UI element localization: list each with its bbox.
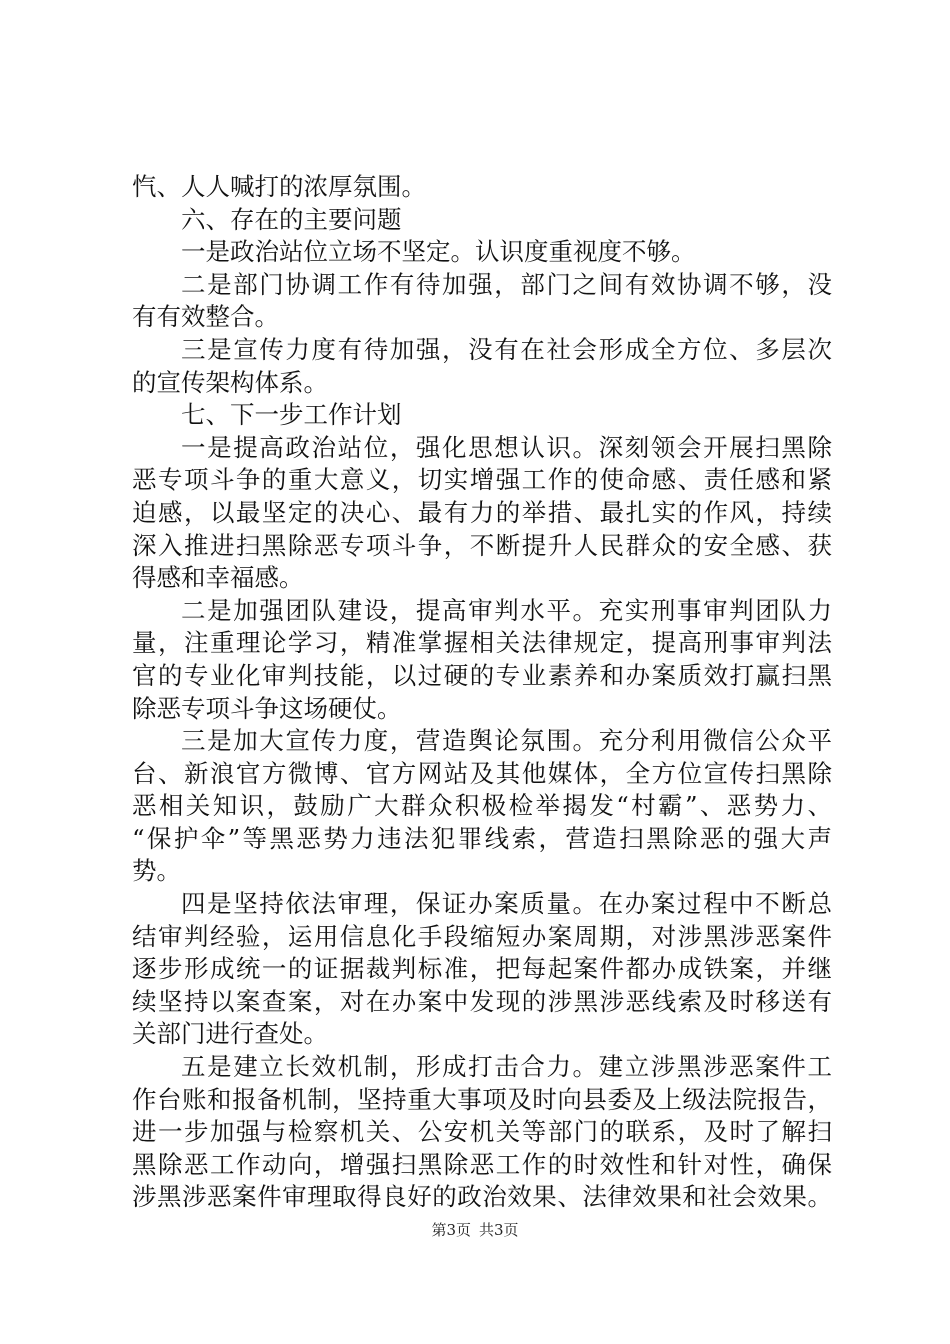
text-line: 涉黑涉恶案件审理取得良好的政治效果、法律效果和社会效果。 bbox=[132, 1182, 832, 1212]
page-number-total: 共3页 bbox=[479, 1221, 519, 1239]
text-line: 一是政治站位立场不坚定。认识度重视度不够。 bbox=[181, 237, 696, 267]
text-line: 二是部门协调工作有待加强，部门之间有效协调不够，没 bbox=[181, 269, 832, 299]
text-line: 关部门进行查处。 bbox=[132, 1019, 328, 1049]
text-line: 势。 bbox=[132, 856, 181, 886]
text-line: 台、新浪官方微博、官方网站及其他媒体，全方位宣传扫黑除 bbox=[132, 758, 832, 788]
text-line: 作台账和报备机制，坚持重大事项及时向县委及上级法院报告， bbox=[132, 1084, 832, 1114]
text-line: 三是加大宣传力度，营造舆论氛围。充分利用微信公众平 bbox=[181, 726, 832, 756]
text-line: 官的专业化审判技能，以过硬的专业素养和办案质效打赢扫黑 bbox=[132, 660, 832, 690]
text-line: 四是坚持依法审理，保证办案质量。在办案过程中不断总 bbox=[181, 889, 832, 919]
text-line: 得感和幸福感。 bbox=[132, 563, 304, 593]
text-line: 三是宣传力度有待加强，没有在社会形成全方位、多层次 bbox=[181, 334, 832, 364]
text-line: 进一步加强与检察机关、公安机关等部门的联系，及时了解扫 bbox=[132, 1117, 832, 1147]
text-line: 结审判经验，运用信息化手段缩短办案周期，对涉黑涉恶案件 bbox=[132, 921, 832, 951]
text-line: 除恶专项斗争这场硬仗。 bbox=[132, 693, 402, 723]
text-line: 六、存在的主要问题 bbox=[181, 204, 402, 234]
text-line: 深入推进扫黑除恶专项斗争，不断提升人民群众的安全感、获 bbox=[132, 530, 832, 560]
text-line: 一是提高政治站位，强化思想认识。深刻领会开展扫黑除 bbox=[181, 432, 832, 462]
text-line: “保护伞”等黑恶势力违法犯罪线索，营造扫黑除恶的强大声 bbox=[132, 823, 832, 853]
text-line: 七、下一步工作计划 bbox=[181, 400, 402, 430]
text-line: 恶相关知识，鼓励广大群众积极检举揭发“村霸”、恶势力、 bbox=[132, 791, 832, 821]
text-line: 的宣传架构体系。 bbox=[132, 367, 328, 397]
text-line: 有有效整合。 bbox=[132, 302, 279, 332]
text-line: 恶专项斗争的重大意义，切实增强工作的使命感、责任感和紧 bbox=[132, 465, 832, 495]
text-line: 五是建立长效机制，形成打击合力。建立涉黑涉恶案件工 bbox=[181, 1052, 832, 1082]
text-line: 黑除恶工作动向，增强扫黑除恶工作的时效性和针对性，确保 bbox=[132, 1149, 832, 1179]
text-line: 二是加强团队建设，提高审判水平。充实刑事审判团队力 bbox=[181, 595, 832, 625]
text-line: 迫感，以最坚定的决心、最有力的举措、最扎实的作风，持续 bbox=[132, 497, 832, 527]
document-body bbox=[132, 171, 832, 1214]
text-line: 逐步形成统一的证据裁判标准，把每起案件都办成铁案，并继 bbox=[132, 954, 832, 984]
text-line: 量，注重理论学习，精准掌握相关法律规定，提高刑事审判法 bbox=[132, 628, 832, 658]
text-line: 忾、人人喊打的浓厚氛围。 bbox=[132, 172, 426, 201]
page-number-current: 第3页 bbox=[431, 1221, 471, 1239]
page-footer bbox=[0, 1219, 950, 1240]
text-line: 续坚持以案查案，对在办案中发现的涉黑涉恶线索及时移送有 bbox=[132, 986, 832, 1016]
